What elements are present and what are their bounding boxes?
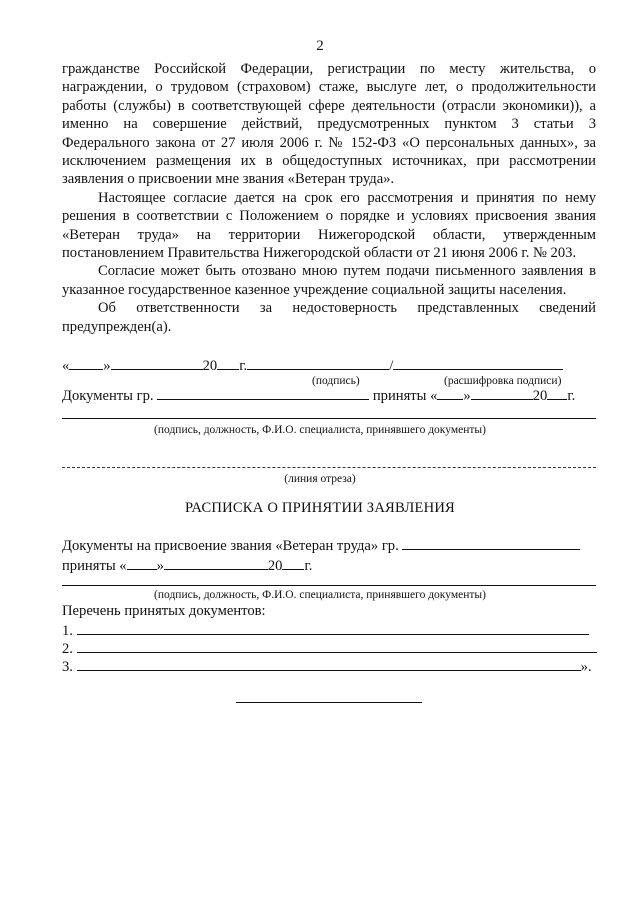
specialist-caption: (подпись, должность, Ф.И.О. специалиста, принявшего документы) (154, 424, 486, 436)
receipt-year-suffix: г. (304, 558, 313, 574)
paragraph-responsibility: Об ответственности за недостоверность представленных сведений предупрежден(а). (62, 300, 596, 335)
closing-rule (236, 702, 422, 703)
documents-prefix: Документы гр. (62, 388, 154, 404)
accepted-close-quote: » (463, 388, 471, 404)
list-item-blank[interactable] (77, 639, 597, 653)
receipt-docs-prefix: Документы на присвоение звания «Ветеран труда» гр. (62, 538, 399, 554)
accepted-year-blank[interactable] (547, 386, 567, 400)
receipt-specialist-caption: (подпись, должность, Ф.И.О. специалиста, принявшего документы) (154, 589, 486, 601)
page-number: 2 (316, 38, 324, 54)
cut-line (62, 467, 596, 468)
list-item-number: 1. (62, 623, 73, 639)
consent-text (62, 60, 596, 336)
close-quote: » (103, 358, 111, 374)
receipt-year-blank[interactable] (282, 556, 304, 570)
documents-accepted-line (62, 386, 596, 405)
accepted-year-suffix: г. (567, 388, 576, 404)
receipt-list-title: Перечень принятых документов: (62, 603, 266, 619)
receipt-accepted-line (62, 556, 596, 575)
signature-date-line (62, 356, 596, 375)
list-item (62, 639, 596, 658)
accepted-year-prefix: 20 (532, 388, 548, 404)
signature-blank[interactable] (247, 356, 389, 370)
decode-caption: (расшифровка подписи) (444, 375, 562, 387)
specialist-signature-rule[interactable] (62, 418, 596, 419)
receipt-documents-line (62, 536, 596, 555)
cut-line-caption: (линия отреза) (284, 473, 356, 485)
paragraph-personal-data: гражданстве Российской Федерации, регистрации по месту жительства, о награждении, о трудовом (страховом) стаже, выслуге лет, о продолжительности работы (службы) в соответствующей сфере деятельности (отрасли экономики)), а именно на совершение действий, предусмотренных пунктом 3 статьи 3 Федерального закона от 27 июля 2006 г. № 152-ФЗ «О персональных данных», за исключением размещения их в общедоступных источниках, при рассмотрении заявления о присвоении мне звания «Ветеран труда». (62, 61, 596, 188)
receipt-close-quote: » (156, 558, 164, 574)
year-prefix: 20 (202, 358, 218, 374)
receipt-title: РАСПИСКА О ПРИНЯТИИ ЗАЯВЛЕНИЯ (184, 500, 455, 516)
receipt-month-blank[interactable] (164, 556, 268, 570)
applicant-name-blank[interactable] (157, 386, 369, 400)
list-item (62, 621, 596, 640)
receipt-accepted-label: приняты « (62, 558, 127, 574)
list-end-mark: ». (580, 659, 592, 675)
receipt-day-blank[interactable] (127, 556, 157, 570)
signature-caption: (подпись) (312, 375, 360, 387)
open-quote: « (62, 358, 70, 374)
year-suffix: г. (239, 358, 248, 374)
paragraph-revocation: Согласие может быть отозвано мною путем подачи письменного заявления в указанное государственное казенное учреждение социальной защиты населения. (62, 263, 596, 298)
list-item-number: 2. (62, 641, 73, 657)
paragraph-term: Настоящее согласие дается на срок его рассмотрения и принятия по нему решения в соответствии с Положением о порядке и условиях присвоения звания «Ветеран труда» на территории Нижегородской области, утвержденным постановлением Правительства Нижегородской области от 21 июня 2006 г. № 203. (62, 189, 596, 262)
list-item-blank[interactable] (77, 621, 589, 635)
receipt-year-prefix: 20 (267, 558, 283, 574)
month-blank[interactable] (111, 356, 203, 370)
receipt-specialist-rule[interactable] (62, 585, 596, 586)
year-blank[interactable] (217, 356, 239, 370)
list-item (62, 657, 596, 676)
list-item-number: 3. (62, 659, 73, 675)
decode-blank[interactable] (393, 356, 563, 370)
accepted-month-blank[interactable] (471, 386, 533, 400)
day-blank[interactable] (69, 356, 103, 370)
accepted-day-blank[interactable] (437, 386, 463, 400)
list-item-blank[interactable] (77, 657, 581, 671)
receipt-applicant-blank[interactable] (402, 536, 580, 550)
accepted-label: приняты « (372, 388, 438, 404)
slash: / (389, 358, 394, 374)
